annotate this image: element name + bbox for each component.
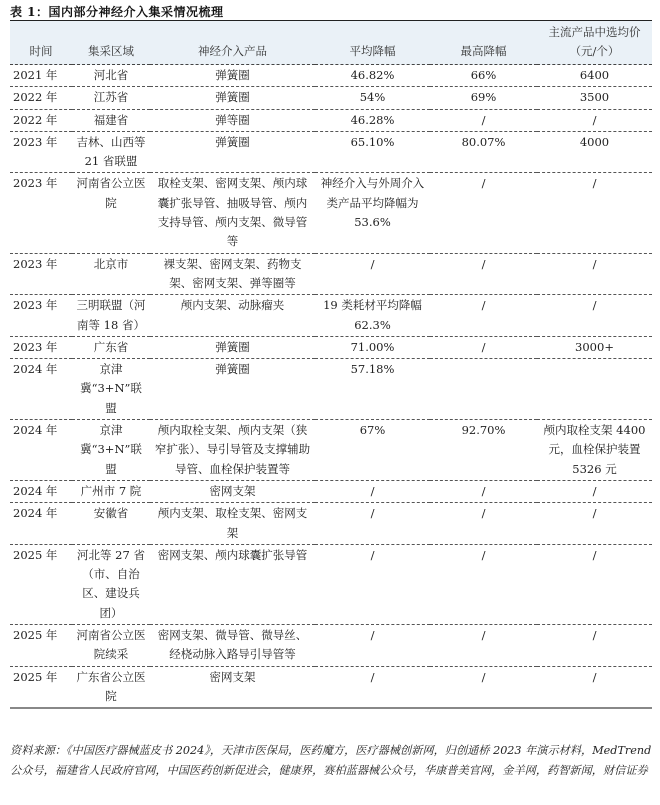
cell-product: 裸支架、密网支架、药物支架、密网支架、弹等圈等 (150, 253, 315, 295)
cell-price (537, 359, 652, 420)
cell-max-drop: / (430, 109, 537, 131)
cell-region: 福建省 (72, 109, 150, 131)
table-row (10, 253, 652, 295)
cell-year: 2024 年 (10, 480, 72, 502)
cell-price: 3500 (537, 87, 652, 109)
cell-price: / (537, 666, 652, 708)
cell-region: 吉林、山西等 21 省联盟 (72, 131, 150, 173)
cell-max-drop: 69% (430, 87, 537, 109)
cell-product: 颅内取栓支架、颅内支架（狭窄扩张）、导引导管及支撑辅助导管、血栓保护装置等 (150, 420, 315, 481)
cell-avg-drop: 57.18% (315, 359, 430, 420)
cell-product: 弹簧圈 (150, 131, 315, 173)
cell-avg-drop: / (315, 480, 430, 502)
cell-max-drop: / (430, 173, 537, 253)
cell-product: 弹簧圈 (150, 359, 315, 420)
cell-region: 河南省公立医院续采 (72, 625, 150, 667)
cell-product: 取栓支架、密网支架、颅内球囊扩张导管、抽吸导管、颅内支持导管、颅内支架、微导管等 (150, 173, 315, 253)
cell-region: 江苏省 (72, 87, 150, 109)
cell-max-drop: / (430, 503, 537, 545)
table-row (10, 625, 652, 667)
cell-region: 三明联盟（河南等 18 省） (72, 295, 150, 337)
cell-product: 弹簧圈 (150, 65, 315, 87)
cell-product: 弹等圈 (150, 109, 315, 131)
cell-product: 密网支架、颅内球囊扩张导管 (150, 544, 315, 624)
cell-price: 颅内取栓支架 4400 元，血栓保护装置 5326 元 (537, 420, 652, 481)
cell-region: 河北等 27 省（市、自治区、建设兵团） (72, 544, 150, 624)
cell-price: 3000+ (537, 336, 652, 358)
cell-max-drop: 66% (430, 65, 537, 87)
cell-region: 广东省公立医院 (72, 666, 150, 708)
cell-avg-drop: 46.82% (315, 65, 430, 87)
cell-year: 2023 年 (10, 131, 72, 173)
cell-region: 京津冀“3+N”联盟 (72, 359, 150, 420)
cell-year: 2024 年 (10, 503, 72, 545)
cell-year: 2023 年 (10, 295, 72, 337)
cell-price: / (537, 295, 652, 337)
table-row (10, 87, 652, 109)
cell-price: 6400 (537, 65, 652, 87)
table-row (10, 173, 652, 253)
cell-price: / (537, 109, 652, 131)
cell-avg-drop: 71.00% (315, 336, 430, 358)
cell-price: / (537, 253, 652, 295)
cell-avg-drop: 65.10% (315, 131, 430, 173)
cell-price: / (537, 173, 652, 253)
cell-region: 北京市 (72, 253, 150, 295)
cell-region: 广州市 7 院 (72, 480, 150, 502)
cell-product: 颅内支架、取栓支架、密网支架 (150, 503, 315, 545)
header-avg-drop: 平均降幅 (315, 21, 430, 65)
cell-price: / (537, 625, 652, 667)
source-note: 资料来源：《中国医疗器械蓝皮书 2024》，天津市医保局，医药魔方，医疗器械创新网，归创通桥 2023 年演示材料，MedTrend 公众号，福建省人民政府官网，中国医药创新促进会，健康界，赛柏蓝器械公众号，华康普美官网，金羊网，药智新闻，财信证券 (10, 744, 652, 777)
cell-year: 2023 年 (10, 173, 72, 253)
cell-year: 2024 年 (10, 420, 72, 481)
cell-max-drop: / (430, 253, 537, 295)
header-max-drop: 最高降幅 (430, 21, 537, 65)
table-row (10, 109, 652, 131)
cell-avg-drop: 19 类耗材平均降幅 62.3% (315, 295, 430, 337)
cell-year: 2021 年 (10, 65, 72, 87)
cell-max-drop: / (430, 544, 537, 624)
procurement-table (10, 21, 652, 709)
cell-max-drop: 92.70% (430, 420, 537, 481)
table-row (10, 544, 652, 624)
table-row (10, 480, 652, 502)
cell-product: 密网支架、微导管、微导丝、经桡动脉入路导引导管等 (150, 625, 315, 667)
table-header-row (10, 21, 652, 65)
header-product: 神经介入产品 (150, 21, 315, 65)
cell-region: 河南省公立医院 (72, 173, 150, 253)
cell-avg-drop: / (315, 625, 430, 667)
header-region: 集采区域 (72, 21, 150, 65)
table-title: 表 1：国内部分神经介入集采情况梳理 (10, 5, 224, 19)
header-time: 时间 (10, 21, 72, 65)
cell-year: 2025 年 (10, 666, 72, 708)
cell-avg-drop: 46.28% (315, 109, 430, 131)
cell-year: 2022 年 (10, 109, 72, 131)
table-row (10, 336, 652, 358)
cell-max-drop: / (430, 336, 537, 358)
cell-product: 密网支架 (150, 666, 315, 708)
table-row (10, 295, 652, 337)
header-price: 主流产品中选均价（元/个） (537, 21, 652, 65)
cell-avg-drop: / (315, 503, 430, 545)
cell-price: / (537, 480, 652, 502)
cell-year: 2025 年 (10, 625, 72, 667)
cell-product: 密网支架 (150, 480, 315, 502)
cell-avg-drop: 67% (315, 420, 430, 481)
cell-avg-drop: 54% (315, 87, 430, 109)
cell-year: 2023 年 (10, 253, 72, 295)
table-row (10, 503, 652, 545)
cell-max-drop: / (430, 666, 537, 708)
procurement-table-container (10, 20, 652, 709)
cell-year: 2023 年 (10, 336, 72, 358)
cell-avg-drop: / (315, 253, 430, 295)
table-row (10, 65, 652, 87)
cell-region: 河北省 (72, 65, 150, 87)
cell-year: 2024 年 (10, 359, 72, 420)
cell-region: 京津冀“3+N”联盟 (72, 420, 150, 481)
cell-year: 2025 年 (10, 544, 72, 624)
cell-price: / (537, 503, 652, 545)
cell-region: 安徽省 (72, 503, 150, 545)
cell-avg-drop: 神经介入与外周介入类产品平均降幅为 53.6% (315, 173, 430, 253)
table-row (10, 666, 652, 708)
cell-price: 4000 (537, 131, 652, 173)
table-row (10, 359, 652, 420)
cell-year: 2022 年 (10, 87, 72, 109)
cell-product: 弹簧圈 (150, 336, 315, 358)
table-row (10, 420, 652, 481)
cell-price: / (537, 544, 652, 624)
cell-max-drop (430, 359, 537, 420)
cell-product: 弹簧圈 (150, 87, 315, 109)
table-row (10, 131, 652, 173)
cell-region: 广东省 (72, 336, 150, 358)
cell-max-drop: 80.07% (430, 131, 537, 173)
cell-avg-drop: / (315, 544, 430, 624)
cell-max-drop: / (430, 625, 537, 667)
cell-avg-drop: / (315, 666, 430, 708)
cell-max-drop: / (430, 480, 537, 502)
cell-product: 颅内支架、动脉瘤夹 (150, 295, 315, 337)
cell-max-drop: / (430, 295, 537, 337)
